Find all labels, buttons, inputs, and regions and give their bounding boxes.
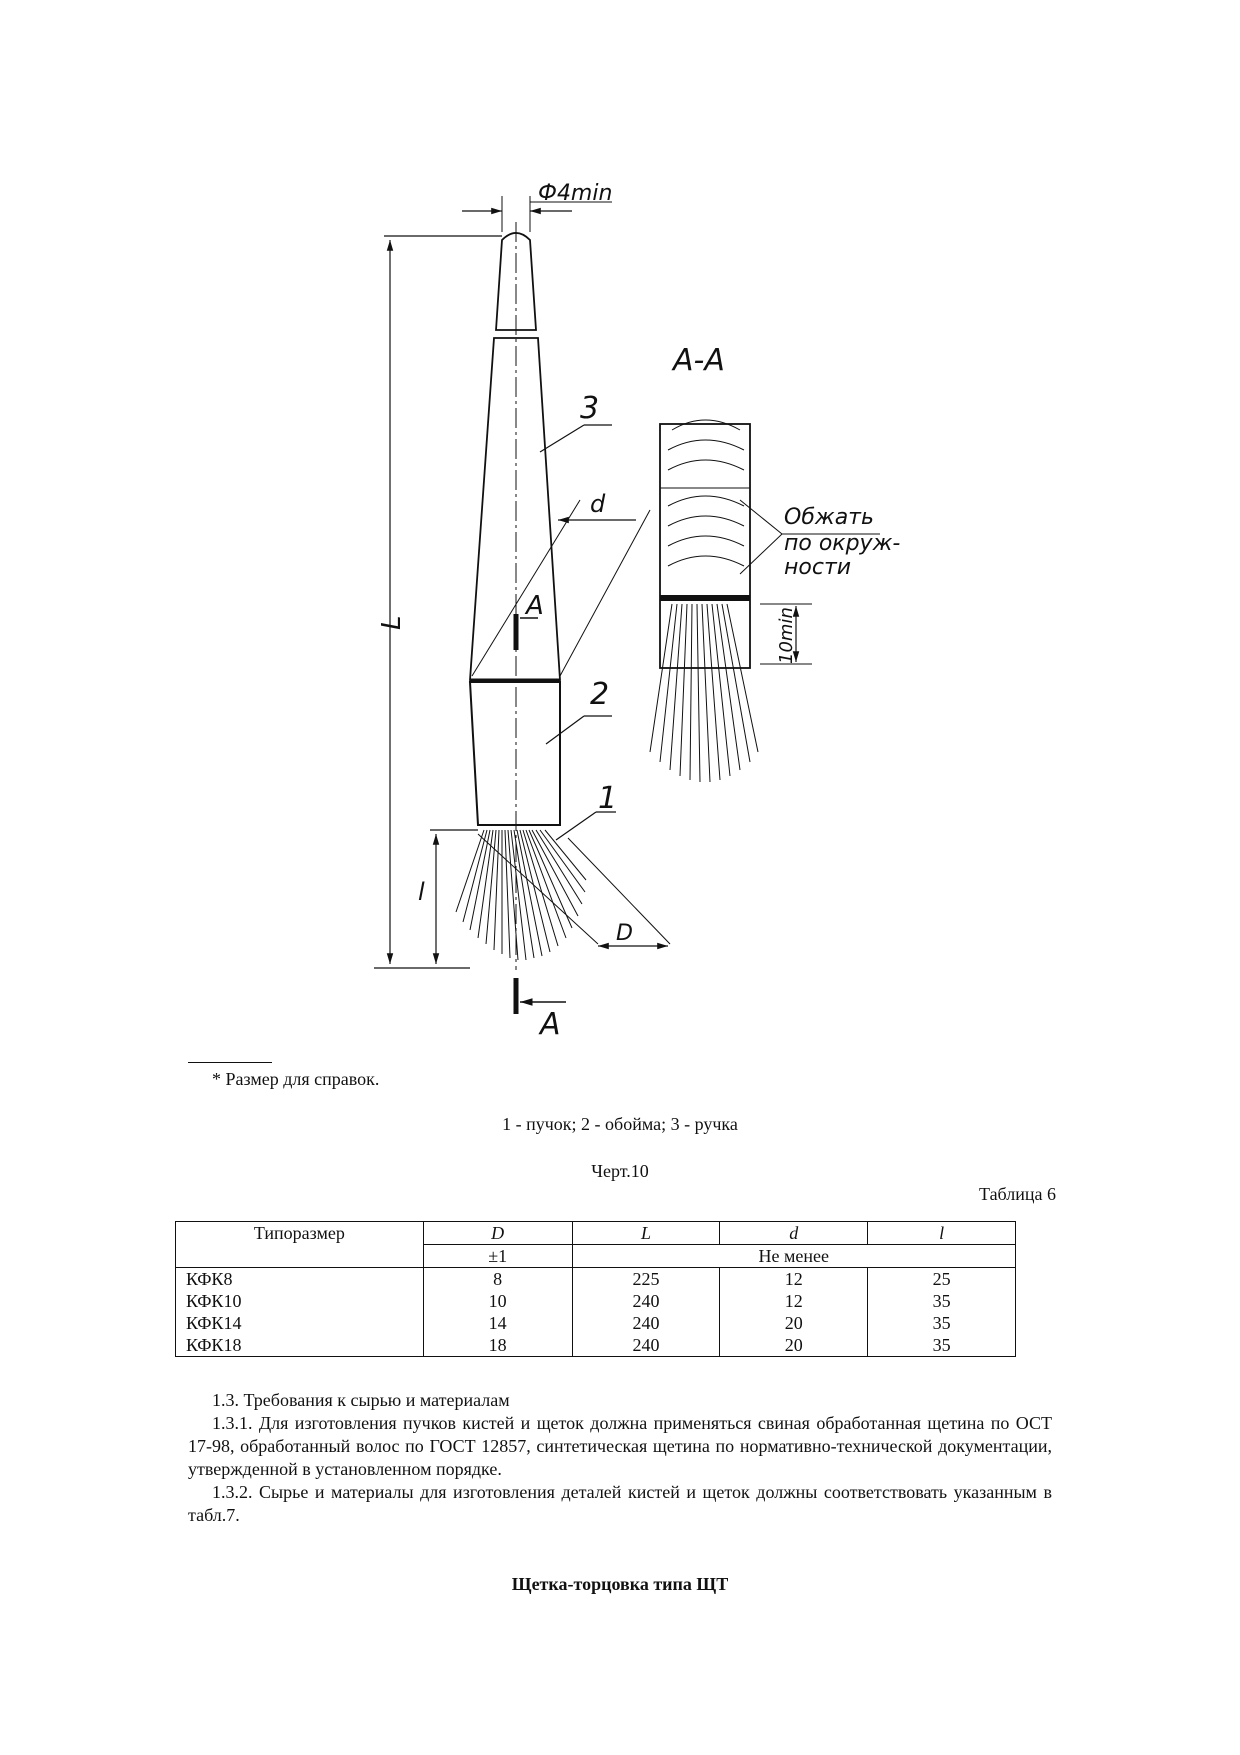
table-number: Таблица 6 (979, 1184, 1056, 1204)
header-type: Типоразмер (176, 1222, 424, 1268)
table-row (176, 1334, 1016, 1357)
header-tolerance: ±1 (423, 1245, 572, 1268)
dim-D-label: D (616, 921, 633, 946)
part-3-label: 3 (580, 391, 600, 426)
header-L: L (572, 1222, 720, 1245)
cell-D: 10 (423, 1290, 572, 1312)
dim-d-label: d (590, 490, 606, 518)
figure-legend: 1 - пучок; 2 - обойма; 3 - ручка (502, 1114, 738, 1134)
part-1-label: 1 (598, 781, 618, 816)
dim-10min-label: 10min (776, 607, 797, 664)
cell-D: 18 (423, 1334, 572, 1357)
cut-mark-lower-label: А (540, 1007, 561, 1042)
body-text (188, 1389, 1052, 1527)
part-2-label: 2 (590, 677, 610, 712)
cell-d: 12 (720, 1268, 868, 1291)
cell-type: КФК18 (176, 1334, 424, 1357)
note-line-1: Обжать (784, 505, 874, 530)
spec-table (175, 1221, 1016, 1357)
cell-type: КФК14 (176, 1312, 424, 1334)
header-d: d (720, 1222, 868, 1245)
figure-number: Черт.10 (591, 1161, 649, 1181)
cell-d: 12 (720, 1290, 868, 1312)
paragraph-1-3-1: 1.3.1. Для изготовления пучков кистей и щеток должна применяться свиная обработанная щетина по ОСТ 17-98, обработанный волос по ГОСТ 12857, синтетическая щетина по нормативно-технической документации, утвержденной в установленном порядке. (188, 1413, 1052, 1479)
cell-L: 240 (572, 1334, 720, 1357)
cell-l: 35 (868, 1334, 1016, 1357)
dim-l-label: l (418, 878, 425, 906)
note-line-2: по окруж- (784, 531, 901, 556)
cell-l: 25 (868, 1268, 1016, 1291)
header-l: l (868, 1222, 1016, 1245)
footnote-rule (188, 1062, 272, 1063)
cell-l: 35 (868, 1312, 1016, 1334)
table-row (176, 1312, 1016, 1334)
cell-l: 35 (868, 1290, 1016, 1312)
table-row (176, 1268, 1016, 1291)
cell-type: КФК8 (176, 1268, 424, 1291)
footnote: * Размер для справок. (212, 1069, 380, 1089)
paragraph-1-3: 1.3. Требования к сырью и материалам (212, 1390, 510, 1410)
cell-d: 20 (720, 1312, 868, 1334)
dim-L-label: L (377, 615, 407, 630)
cell-D: 14 (423, 1312, 572, 1334)
dim-phi-label: Ф4min (538, 181, 613, 206)
cell-d: 20 (720, 1334, 868, 1357)
cell-type: КФК10 (176, 1290, 424, 1312)
cell-L: 225 (572, 1268, 720, 1291)
ferrule (470, 682, 560, 825)
table-header-row (176, 1222, 1016, 1245)
header-min: Не менее (572, 1245, 1015, 1268)
paragraph-1-3-2: 1.3.2. Сырье и материалы для изготовления деталей кистей и щеток должны соответствовать указанным в табл.7. (188, 1482, 1052, 1525)
section-heading: Щетка-торцовка типа ЩТ (511, 1574, 729, 1594)
cell-L: 240 (572, 1290, 720, 1312)
cell-L: 240 (572, 1312, 720, 1334)
header-D: D (423, 1222, 572, 1245)
cut-mark-upper-label: А (526, 591, 544, 621)
note-line-3: ности (784, 555, 852, 580)
section-label: А-А (673, 343, 725, 378)
cell-D: 8 (423, 1268, 572, 1291)
table-row (176, 1290, 1016, 1312)
